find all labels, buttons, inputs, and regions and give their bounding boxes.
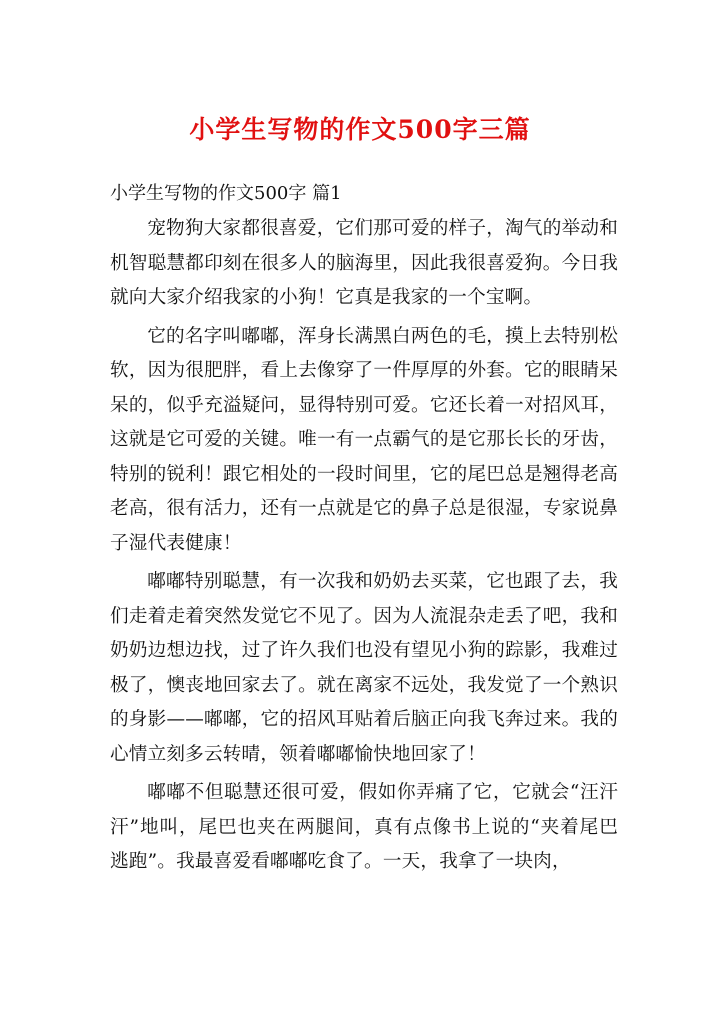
paragraph-1: 宠物狗大家都很喜爱，它们那可爱的样子，淘气的举动和机智聪慧都印刻在很多人的脑海里，因此我很喜爱狗。今日我就向大家介绍我家的小狗！它真是我家的一个宝啊。 xyxy=(110,218,618,308)
paragraph-2: 它的名字叫嘟嘟，浑身长满黑白两色的毛，摸上去特别松软，因为很肥胖，看上去像穿了一件厚厚的外套。它的眼睛呆呆的，似乎充溢疑问，显得特别可爱。它还长着一对招风耳，这就是它可爱的关键。唯一有一点霸气的是它那长长的牙齿，特别的锐利！跟它相处的一段时间里，它的尾巴总是翘得老高老高，很有活力，还有一点就是它的鼻子总是很湿，专家说鼻子湿代表健康！ xyxy=(110,325,618,554)
document-title: 小学生写物的作文500字三篇 xyxy=(189,115,531,144)
paragraph-3: 嘟嘟特别聪慧，有一次我和奶奶去买菜，它也跟了去，我们走着走着突然发觉它不见了。因为人流混杂走丢了吧，我和奶奶边想边找，过了许久我们也没有望见小狗的踪影，我难过极了，懊丧地回家去了。就在离家不远处，我发觉了一个熟识的身影——嘟嘟，它的招风耳贴着后脑正向我飞奔过来。我的心情立刻多云转晴，领着嘟嘟愉快地回家了！ xyxy=(110,571,618,765)
document-body xyxy=(110,176,618,884)
paragraph-4: 嘟嘟不但聪慧还很可爱，假如你弄痛了它，它就会“汪汗汗”地叫，尾巴也夹在两腿间，真有点像书上说的“夹着尾巴逃跑”。我最喜爱看嘟嘟吃食了。一天，我拿了一块肉， xyxy=(110,782,618,872)
section-heading: 小学生写物的作文500字 篇1 xyxy=(110,183,342,204)
